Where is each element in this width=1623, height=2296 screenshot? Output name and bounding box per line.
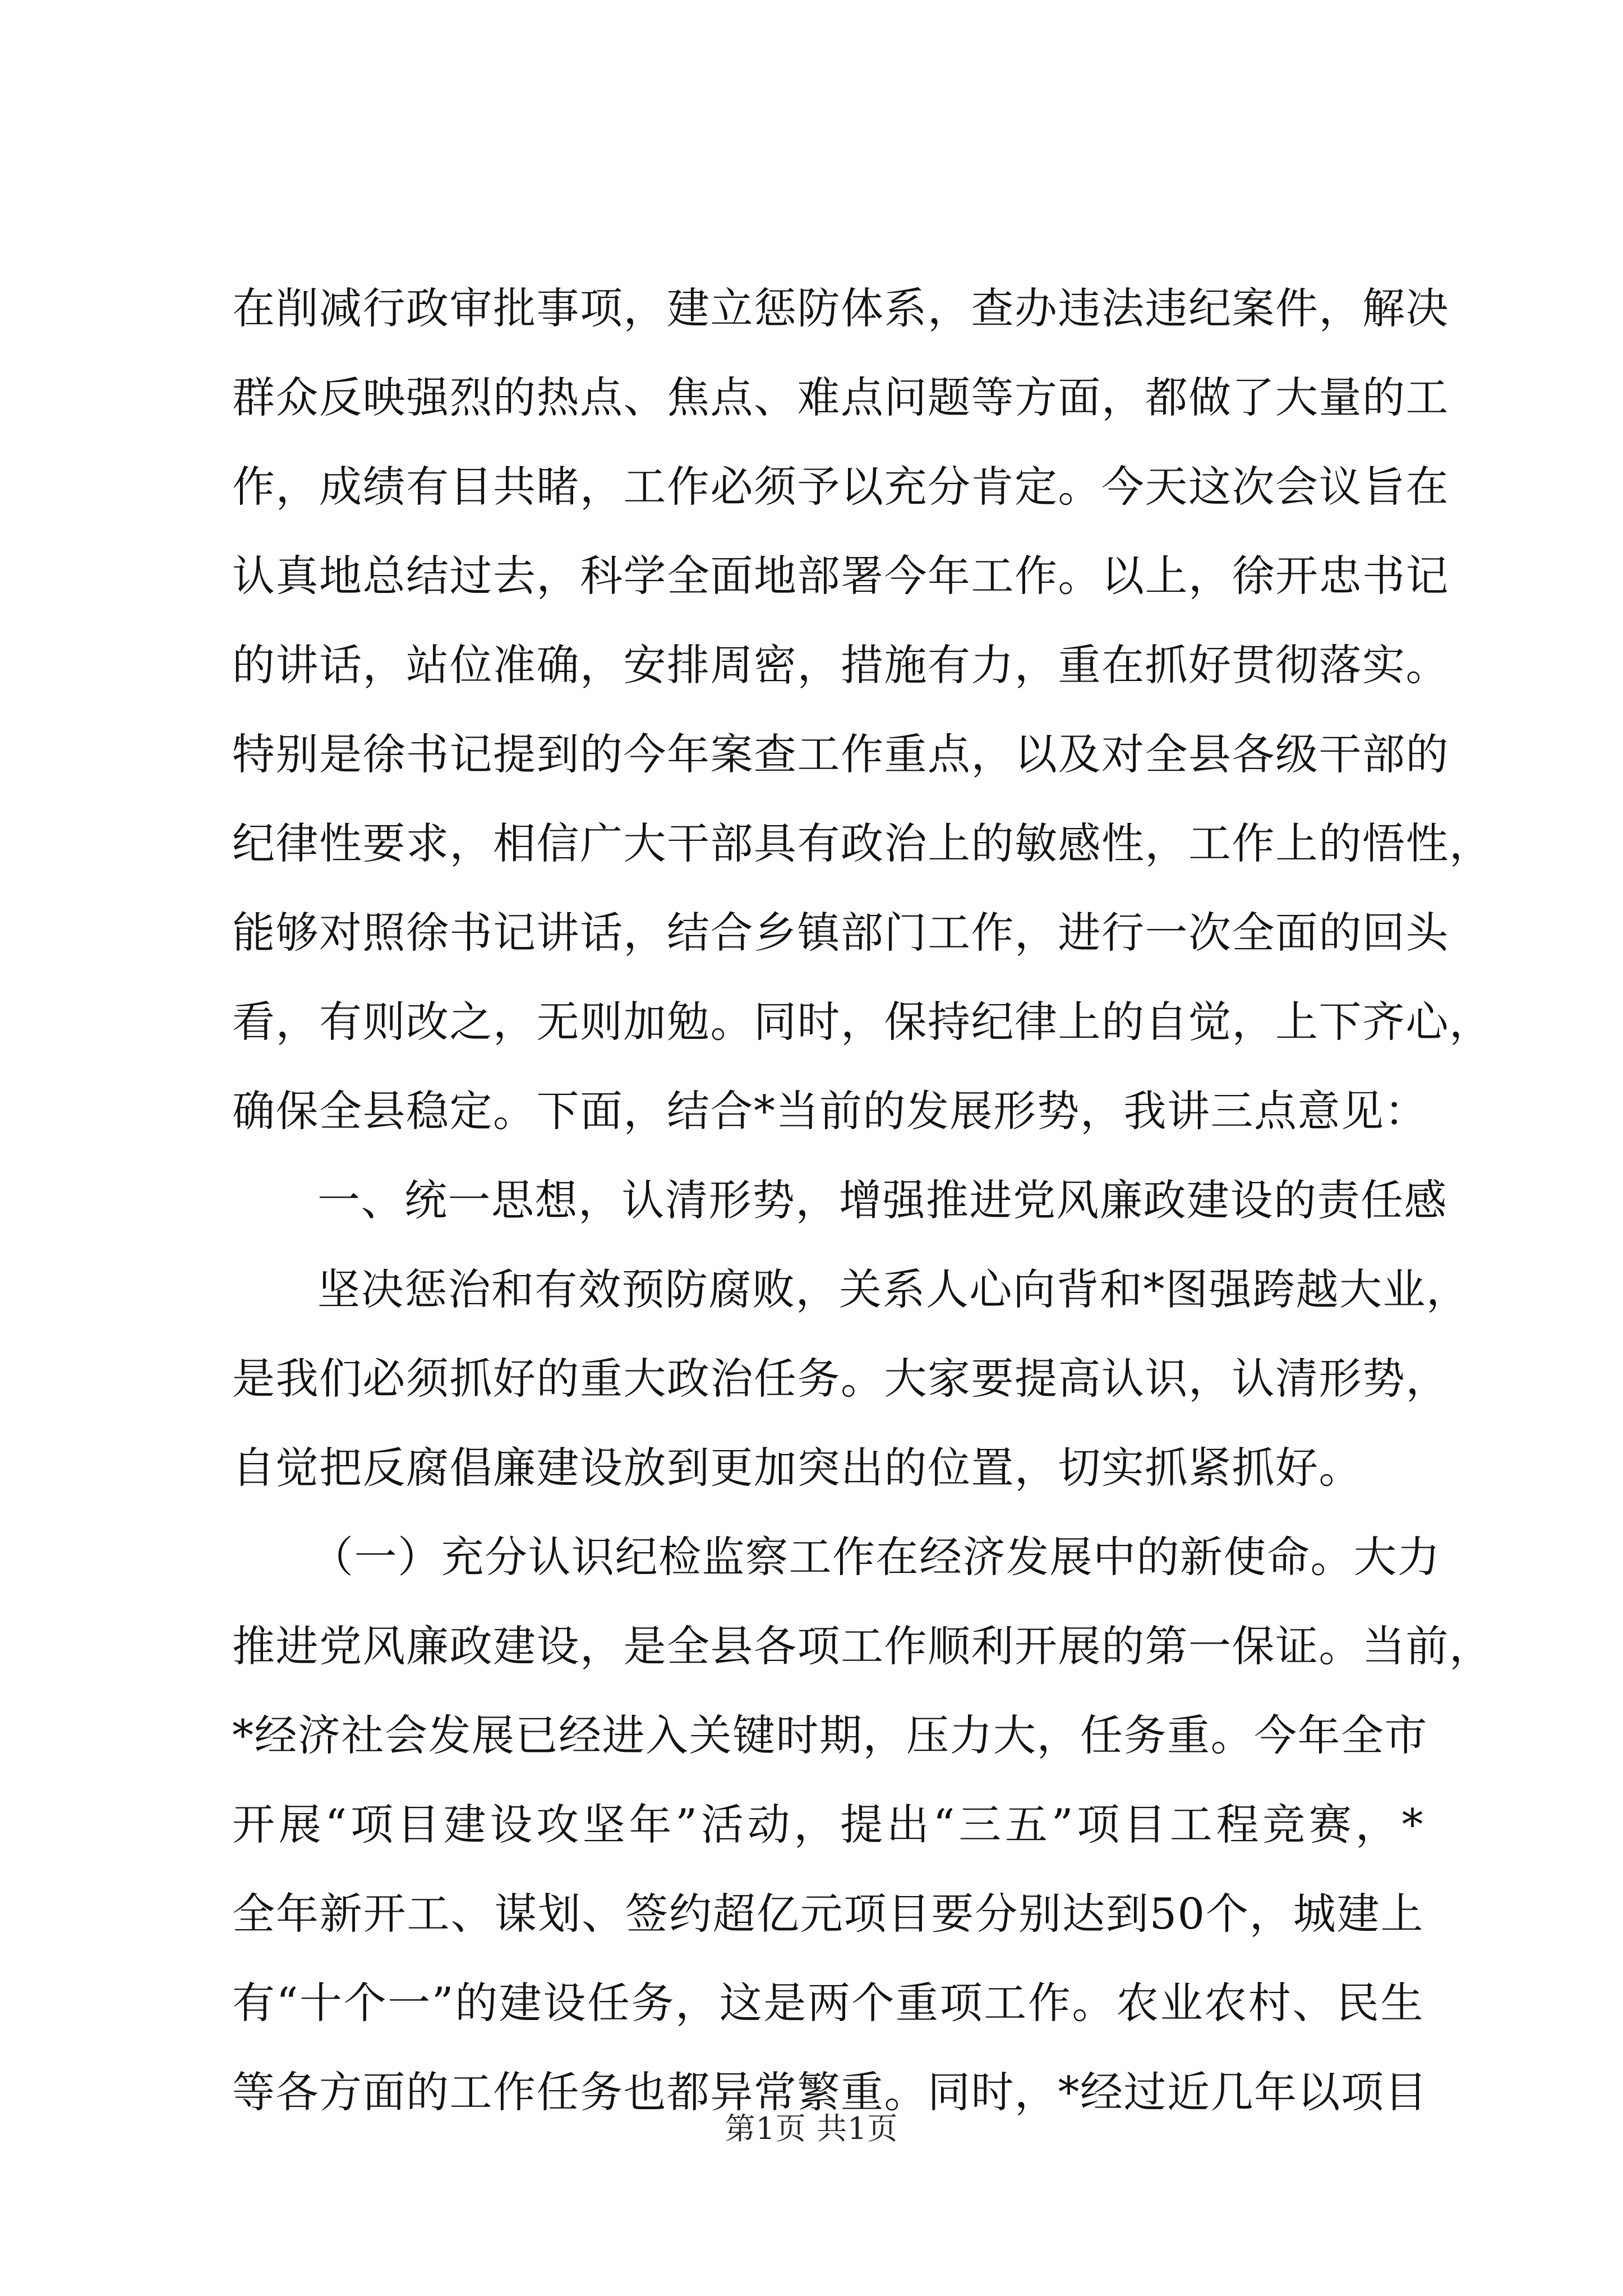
text-line: 坚决惩治和有效预防腐败，关系人心向背和*图强跨越大业，	[317, 1264, 1470, 1314]
text-line: 是我们必须抓好的重大政治任务。大家要提高认识，认清形势，	[232, 1354, 1449, 1404]
text-line: *经济社会发展已经进入关键时期，压力大，任务重。今年全市	[232, 1710, 1428, 1760]
section-heading: 一、统一思想，认清形势，增强推进党风廉政建设的责任感	[317, 1175, 1447, 1225]
text-line: 开展“项目建设攻坚年”活动，提出“三五”项目工程竞赛，*	[232, 1800, 1424, 1849]
page-footer: 第1页 共1页	[725, 2111, 898, 2146]
document-body	[232, 264, 1493, 2137]
text-line: 在削减行政审批事项，建立惩防体系，查办违法违纪案件，解决	[232, 283, 1449, 333]
subsection-heading-line: （一）充分认识纪检监察工作在经济发展中的新使命。大力	[311, 1532, 1441, 1582]
text-line: 特别是徐书记提到的今年案查工作重点，以及对全县各级干部的	[232, 729, 1449, 779]
text-line: 作，成绩有目共睹，工作必须予以充分肯定。今天这次会议旨在	[232, 462, 1449, 512]
text-line: 推进党风廉政建设，是全县各项工作顺利开展的第一保证。当前，	[232, 1621, 1493, 1671]
text-line: 有“十个一”的建设任务，这是两个重项工作。农业农村、民生	[232, 1978, 1424, 2028]
text-line: 纪律性要求，相信广大干部具有政治上的敏感性，工作上的悟性，	[232, 818, 1493, 868]
text-line: 等各方面的工作任务也都异常繁重。同时，*经过近几年以项目	[232, 2067, 1428, 2117]
text-line: 能够对照徐书记讲话，结合乡镇部门工作，进行一次全面的回头	[232, 908, 1449, 958]
text-line: 全年新开工、谋划、签约超亿元项目要分别达到50个，城建上	[232, 1889, 1424, 1939]
text-line: 确保全县稳定。下面，结合*当前的发展形势，我讲三点意见：	[232, 1086, 1428, 1136]
text-line: 看，有则改之，无则加勉。同时，保持纪律上的自觉，上下齐心，	[232, 997, 1493, 1047]
text-line: 自觉把反腐倡廉建设放到更加突出的位置，切实抓紧抓好。	[232, 1443, 1362, 1493]
text-line: 群众反映强烈的热点、焦点、难点问题等方面，都做了大量的工	[232, 372, 1449, 422]
text-line: 认真地总结过去，科学全面地部署今年工作。以上，徐开忠书记	[232, 551, 1449, 601]
text-line: 的讲话，站位准确，安排周密，措施有力，重在抓好贯彻落实。	[232, 640, 1449, 690]
